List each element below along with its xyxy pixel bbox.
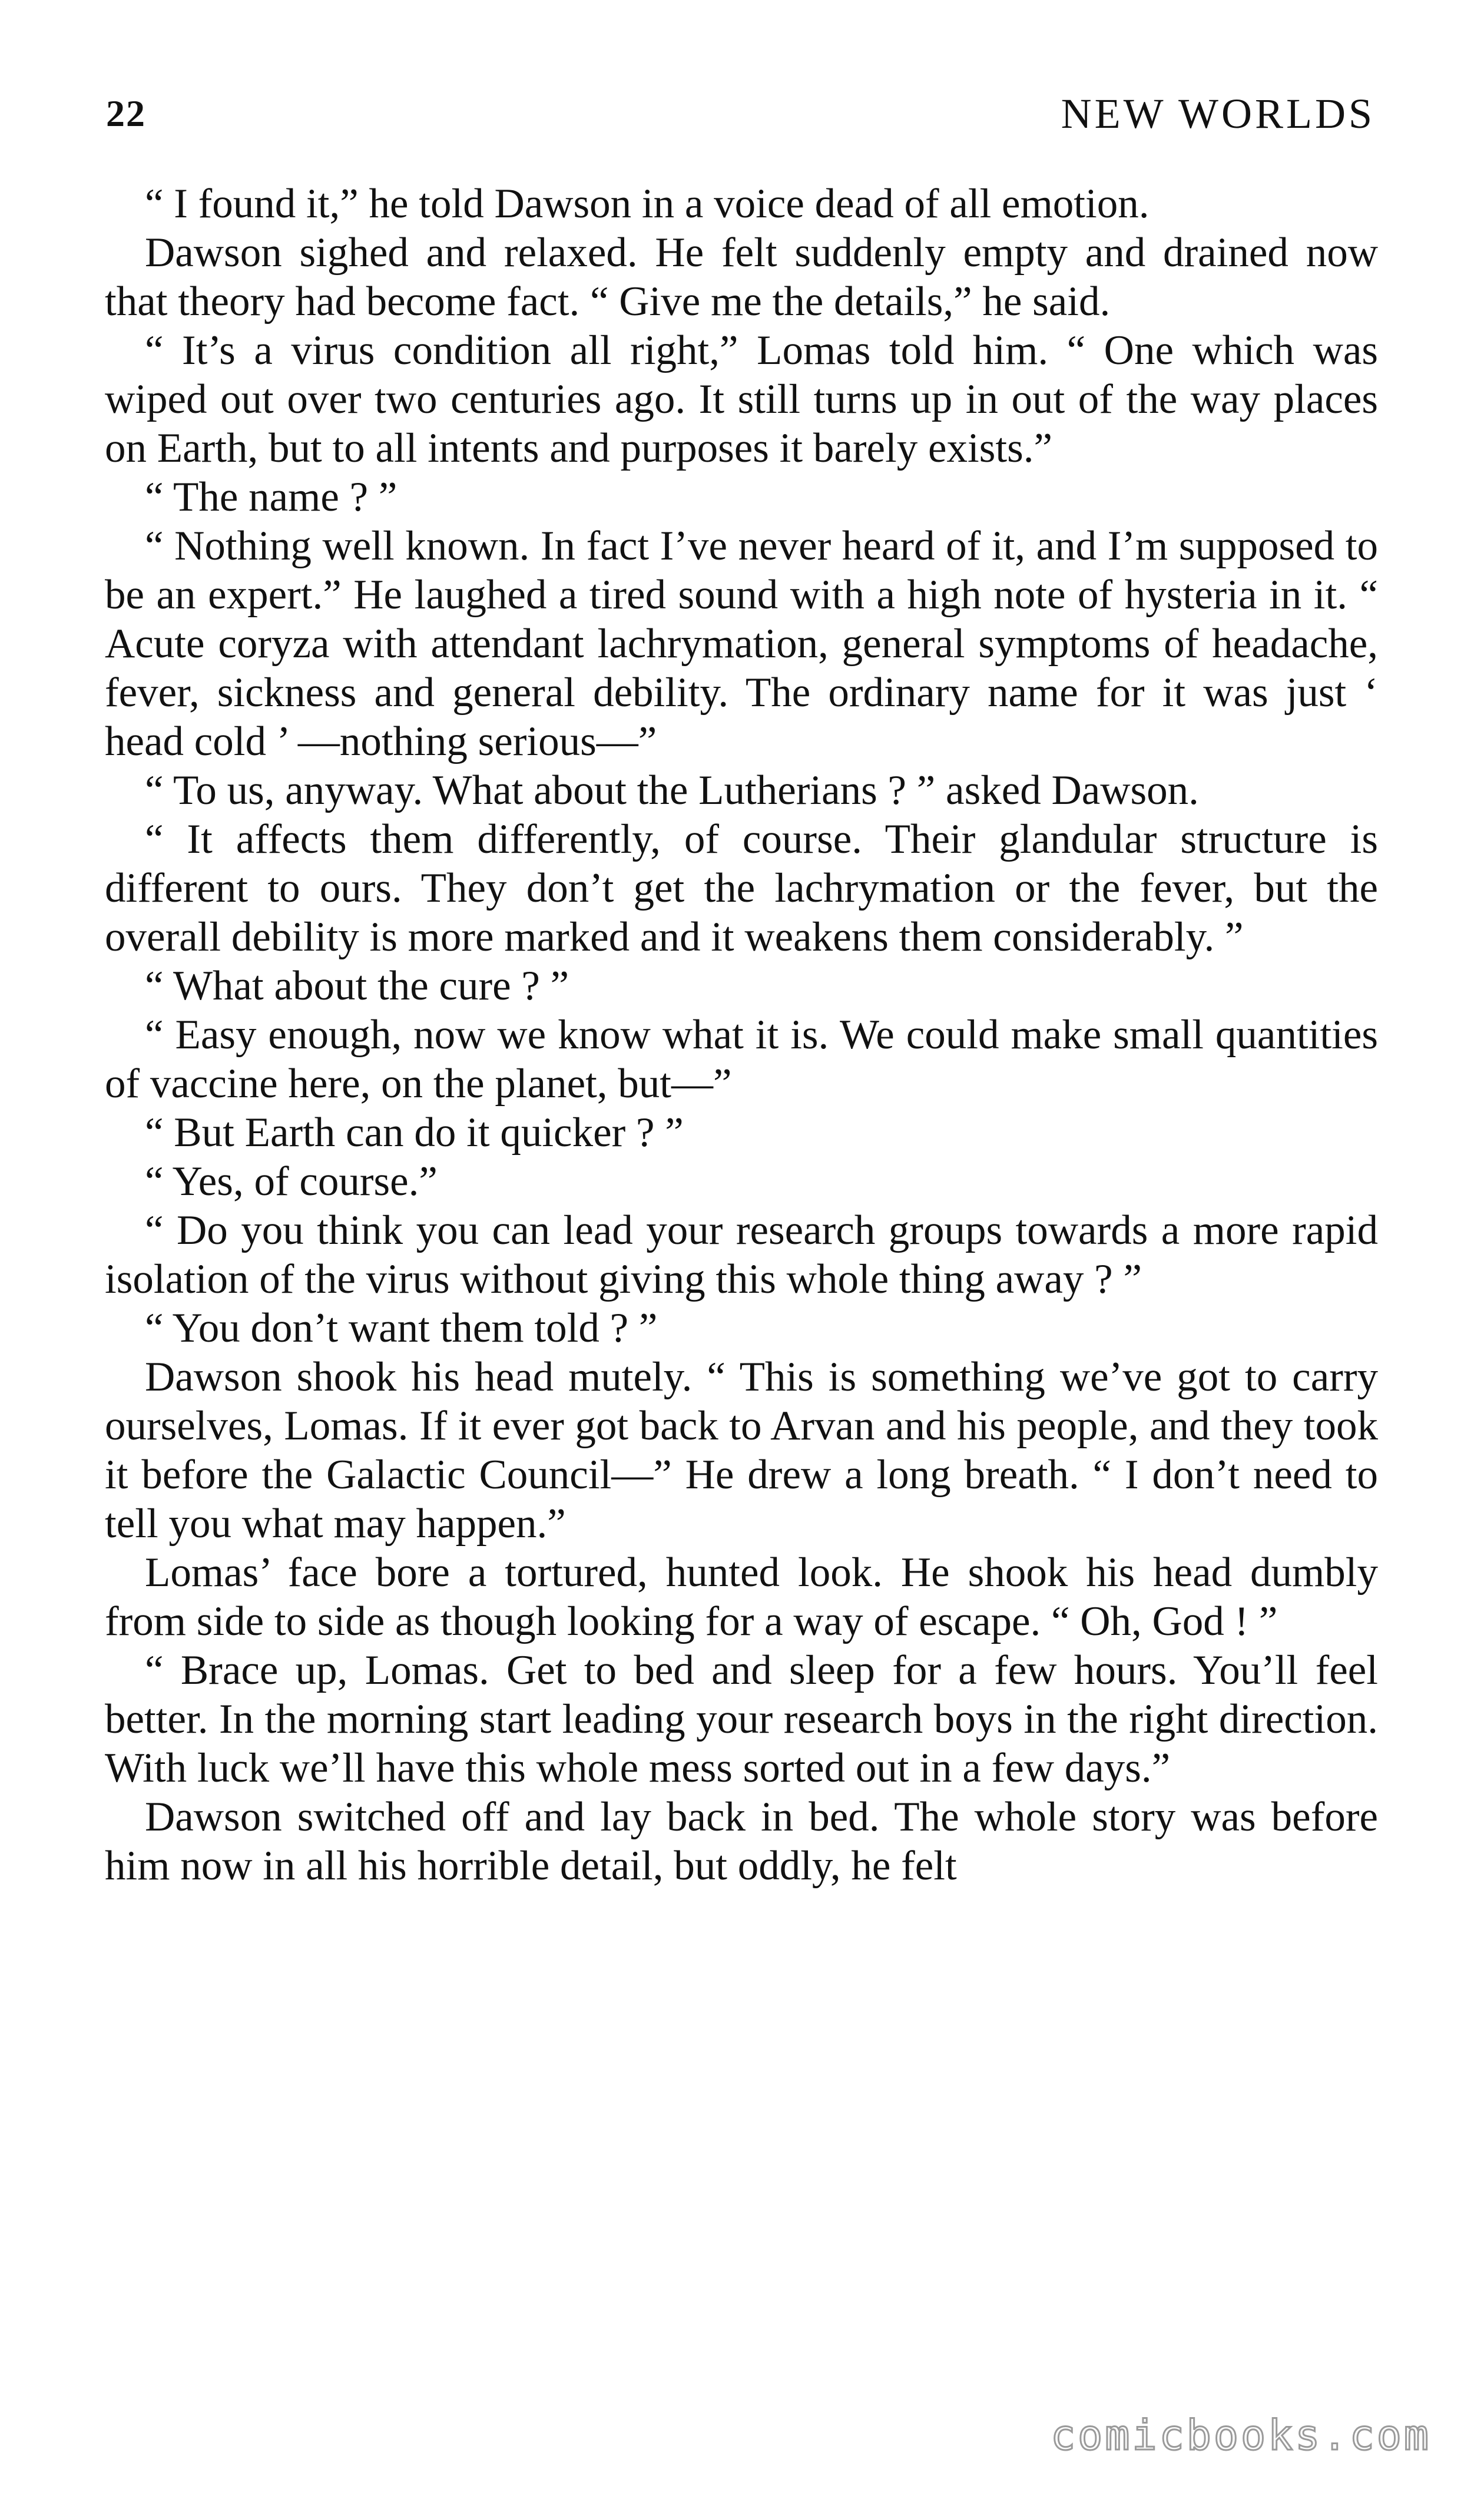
page-number: 22 bbox=[106, 92, 146, 134]
paragraph: “ What about the cure ? ” bbox=[145, 963, 569, 1009]
paragraph: “ Brace up, Lomas. Get to bed and sleep for a few hours. You’ll feel better. In the morning start leading your research boys in the right direction. With luck we’ll have this whole mess sorted out in a few days.” bbox=[105, 1647, 1378, 1791]
paragraph: “ To us, anyway. What about the Lutherians ? ” asked Dawson. bbox=[145, 767, 1199, 813]
paragraph: Dawson switched off and lay back in bed. The whole story was before him now in all his horrible detail, but oddly, he felt bbox=[105, 1794, 1378, 1889]
paragraph: Lomas’ face bore a tortured, hunted look. He shook his head dumbly from side to side as though looking for a way of escape. “ Oh, God ! ” bbox=[105, 1550, 1378, 1644]
running-title: NEW WORLDS bbox=[1061, 90, 1375, 137]
paragraph: Dawson shook his head mutely. “ This is something we’ve got to carry ourselves, Lomas. If it ever got back to Arvan and his people, and they took it before the Galactic Council—” He drew a long breath. “ I don’t need to tell you what may happen.” bbox=[105, 1354, 1378, 1547]
paragraph: “ The name ? ” bbox=[145, 474, 398, 520]
running-head bbox=[106, 81, 1375, 146]
paragraph: “ Do you think you can lead your research groups towards a more rapid isolation of the virus without giving this whole thing away ? ” bbox=[105, 1207, 1378, 1302]
paragraph: “ It affects them differently, of course. Their glandular structure is different to ours. They don’t get the lachrymation or the fever, but the overall debility is more marked and it weakens them considerably. ” bbox=[105, 816, 1378, 960]
paragraph: “ You don’t want them told ? ” bbox=[145, 1305, 658, 1351]
paragraph: “ I found it,” he told Dawson in a voice dead of all emotion. bbox=[145, 181, 1150, 227]
story-text bbox=[105, 180, 1378, 1891]
paragraph: Dawson sighed and relaxed. He felt suddenly empty and drained now that theory had become fact. “ Give me the details,” he said. bbox=[105, 230, 1378, 325]
paragraph: “ Nothing well known. In fact I’ve never heard of it, and I’m supposed to be an expert.” He laughed a tired sound with a high note of hysteria in it. “ Acute coryza with attendant lachrymation, general symptoms of headache, fever, sickness and general debility. The ordinary name for it was just ‘ head cold ’ —nothing serious—” bbox=[105, 523, 1378, 764]
paragraph: “ Yes, of course.” bbox=[145, 1158, 438, 1204]
paragraph: “ But Earth can do it quicker ? ” bbox=[145, 1110, 684, 1156]
paragraph: “ Easy enough, now we know what it is. We could make small quantities of vaccine here, on the planet, but—” bbox=[105, 1012, 1378, 1107]
paragraph: “ It’s a virus condition all right,” Lomas told him. “ One which was wiped out over two centuries ago. It still turns up in out of the way places on Earth, but to all intents and purposes it barely exists.” bbox=[105, 327, 1378, 471]
watermark: comicbooks.com bbox=[1050, 2411, 1431, 2460]
